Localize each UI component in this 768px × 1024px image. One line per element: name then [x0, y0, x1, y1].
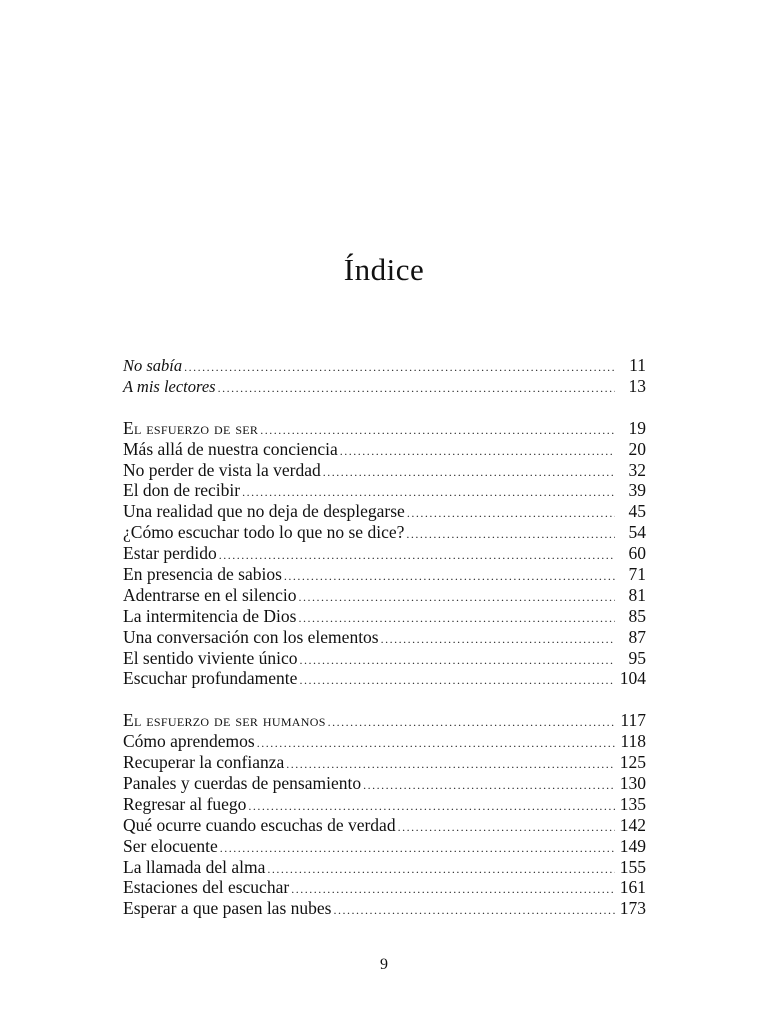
toc-entry: [123, 564, 646, 585]
toc-entry: [123, 418, 646, 439]
toc-entry-title: El don de recibir: [123, 480, 241, 501]
toc-entry: [123, 752, 646, 773]
toc-entry-page: 155: [619, 856, 646, 877]
toc-entry-title: Más allá de nuestra conciencia: [123, 438, 338, 459]
toc-entry: [123, 543, 646, 564]
dot-leader: [220, 838, 615, 859]
dot-leader: [184, 357, 615, 378]
toc-entry: [123, 668, 646, 689]
toc-entry-page: 54: [628, 522, 646, 543]
dot-leader: [298, 608, 615, 629]
toc-entry-title: En presencia de sabios: [123, 564, 282, 585]
toc-entry-page: 149: [619, 835, 646, 856]
toc-entry-page: 104: [619, 668, 646, 689]
toc-entry: [123, 439, 646, 460]
toc-entry: [123, 460, 646, 481]
toc-entry: [123, 606, 646, 627]
toc-entry-page: 32: [628, 459, 646, 480]
toc-entry-title: Una realidad que no deja de desplegarse: [123, 501, 405, 522]
dot-leader: [284, 566, 615, 587]
table-of-contents: [123, 355, 646, 940]
toc-section: [123, 355, 646, 397]
toc-entry-page: 13: [628, 375, 646, 396]
toc-entry-page: 71: [628, 564, 646, 585]
toc-entry-page: 81: [628, 584, 646, 605]
toc-entry: [123, 480, 646, 501]
toc-entry-title: No perder de vista la verdad: [123, 459, 321, 480]
toc-entry-title: Cómo aprendemos: [123, 731, 255, 752]
toc-entry: [123, 627, 646, 648]
dot-leader: [242, 482, 615, 503]
toc-entry-page: 95: [628, 647, 646, 668]
toc-entry-page: 11: [629, 355, 646, 375]
toc-entry: [123, 836, 646, 857]
dot-leader: [257, 733, 615, 754]
toc-entry-page: 173: [619, 898, 646, 919]
toc-entry-title: El sentido viviente único: [123, 647, 298, 668]
toc-entry-page: 87: [628, 626, 646, 647]
toc-entry-title: La llamada del alma: [123, 856, 266, 877]
dot-leader: [398, 817, 615, 838]
toc-entry-page: 19: [628, 417, 646, 438]
toc-entry-title: Panales y cuerdas de pensamiento: [123, 773, 362, 794]
toc-entry: [123, 773, 646, 794]
toc-entry: [123, 794, 646, 815]
toc-entry-title: La intermitencia de Dios: [123, 605, 297, 626]
dot-leader: [260, 420, 615, 441]
dot-leader: [299, 650, 615, 671]
toc-entry-title: Escuchar profundamente: [123, 668, 298, 689]
toc-entry-page: 130: [619, 773, 646, 794]
toc-entry-page: 142: [619, 814, 646, 835]
dot-leader: [299, 670, 615, 691]
page-title: Índice: [343, 252, 425, 287]
dot-leader: [267, 859, 615, 880]
toc-entry: [123, 877, 646, 898]
toc-entry-title: Una conversación con los elementos: [123, 626, 379, 647]
toc-entry-page: 117: [620, 710, 646, 731]
toc-entry-page: 118: [620, 731, 646, 752]
toc-entry-title: El esfuerzo de ser: [123, 417, 259, 438]
toc-entry: [123, 857, 646, 878]
toc-entry-page: 60: [628, 543, 646, 564]
toc-entry-title: Ser elocuente: [123, 835, 218, 856]
toc-entry-page: 45: [628, 501, 646, 522]
dot-leader: [406, 524, 615, 545]
toc-entry: [123, 376, 646, 397]
toc-entry-title: Regresar al fuego: [123, 793, 247, 814]
toc-entry-page: 161: [619, 877, 646, 898]
toc-entry: [123, 585, 646, 606]
toc-entry: [123, 501, 646, 522]
dot-leader: [248, 796, 615, 817]
toc-entry: [123, 355, 646, 376]
dot-leader: [333, 900, 615, 921]
dot-leader: [218, 378, 615, 399]
dot-leader: [286, 754, 615, 775]
toc-entry: [123, 648, 646, 669]
toc-entry-title: Qué ocurre cuando escuchas de verdad: [123, 814, 396, 835]
toc-section: [123, 418, 646, 690]
dot-leader: [381, 629, 615, 650]
toc-entry-title: Estar perdido: [123, 543, 217, 564]
dot-leader: [407, 503, 615, 524]
toc-entry-page: 135: [619, 793, 646, 814]
dot-leader: [291, 879, 615, 900]
toc-entry: [123, 710, 646, 731]
dot-leader: [323, 462, 615, 483]
toc-entry-page: 20: [628, 438, 646, 459]
dot-leader: [298, 587, 615, 608]
toc-entry: [123, 522, 646, 543]
toc-entry-page: 125: [619, 752, 646, 773]
toc-section: [123, 710, 646, 919]
toc-entry-title: No sabía: [123, 356, 183, 375]
dot-leader: [328, 712, 615, 733]
toc-entry-title: Estaciones del escuchar: [123, 877, 290, 898]
toc-entry-title: A mis lectores: [123, 376, 216, 396]
dot-leader: [340, 441, 615, 462]
toc-entry-title: Adentrarse en el silencio: [123, 584, 297, 605]
toc-entry-title: Esperar a que pasen las nubes: [123, 898, 332, 919]
toc-entry: [123, 898, 646, 919]
toc-entry-title: Recuperar la confianza: [123, 752, 285, 773]
toc-entry: [123, 815, 646, 836]
dot-leader: [363, 775, 615, 796]
toc-entry: [123, 731, 646, 752]
page-number: 9: [380, 956, 388, 973]
toc-entry-page: 39: [628, 480, 646, 501]
toc-entry-title: ¿Cómo escuchar todo lo que no se dice?: [123, 522, 405, 543]
toc-entry-page: 85: [628, 605, 646, 626]
toc-entry-title: El esfuerzo de ser humanos: [123, 710, 326, 731]
dot-leader: [219, 545, 615, 566]
